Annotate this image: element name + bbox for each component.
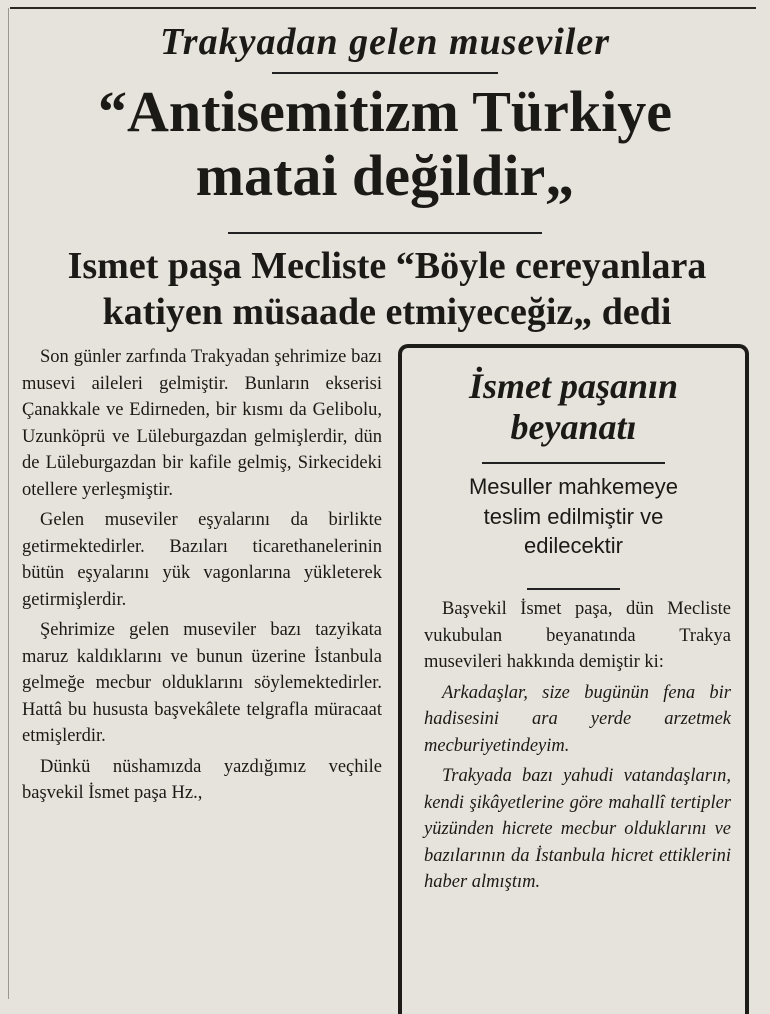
article-subhead	[12, 244, 762, 335]
sidebar-subtitle	[408, 472, 739, 561]
headline-line-2: matai değildir„	[195, 142, 575, 208]
article-kicker: Trakyadan gelen museviler	[160, 21, 610, 63]
article-headline	[40, 80, 730, 208]
sidebar-body	[424, 596, 731, 900]
body-paragraph-1: Son günler zarfında Trakyadan şehrimize bazı musevi aileleri gelmiştir. Bunların ekserisi Çanakkale ve Edirneden, bir kısmı da Gelibolu, Uzunköprü ve Lüleburgazdan gelmişlerdir, dün de Lüleburgazdan bir kafile gelmiş, Sirkecideki otellere yerleşmiştir.	[22, 347, 382, 500]
sidebar-quote-1: Arkadaşlar, size bugünün fena bir hadisesini ara yerde arzetmek mecburiyetindeyim.	[424, 682, 731, 756]
subhead-line-2: katiyen müsaade etmiyeceğiz„ dedi	[102, 290, 672, 333]
sidebar-subtitle-line-1: Mesuller mahkemeye	[468, 474, 679, 499]
headline-line-1: “Antisemitizm Türkiye	[97, 79, 673, 144]
page-top-rule	[10, 7, 756, 9]
body-paragraph-4: Dünkü nüshamızda yazdığımız veçhile başvekil İsmet paşa Hz.,	[22, 756, 382, 803]
sidebar-title	[402, 366, 745, 449]
column-left-rule	[8, 8, 9, 999]
sidebar-box	[398, 344, 749, 1014]
body-paragraph-3: Şehrimize gelen museviler bazı tazyikata maruz kaldıklarını ve bunun üzerine İstanbula gelmeğe mecbur olduklarını söylemektedirler. Hattâ bu hususta başvekâlete telgrafla müracaat etmişlerdir.	[22, 620, 382, 746]
kicker-rule	[272, 72, 498, 74]
sidebar-title-line-1: İsmet paşanın	[468, 366, 679, 406]
sidebar-subtitle-line-3: edilecektir	[523, 533, 624, 559]
sidebar-quote-2: Trakyada bazı yahudi vatandaşların, kendi şikâyetlerine göre mahallî tertipler yüzünden hicrete mecbur olduklarını ve bazılarının da İstanbula hicret ettiklerini haber almıştım.	[424, 766, 731, 892]
headline-rule	[228, 232, 542, 234]
sidebar-title-line-2: beyanatı	[510, 407, 637, 448]
subhead-line-1: Ismet paşa Mecliste “Böyle cereyanlara	[67, 245, 707, 287]
article-body	[22, 344, 382, 811]
sidebar-subtitle-line-2: teslim edilmiştir ve	[483, 503, 664, 529]
sidebar-title-rule	[482, 462, 665, 464]
sidebar-subtitle-rule	[527, 588, 620, 590]
body-paragraph-2: Gelen museviler eşyalarını da birlikte getirmektedirler. Bazıları ticarethanelerinin bütün eşyalarını yük vagonlarına yükleterek getirmişlerdir.	[22, 510, 382, 610]
sidebar-paragraph-1: Başvekil İsmet paşa, dün Mecliste vukubulan beyanatında Trakya musevileri hakkında demiştir ki:	[424, 599, 731, 672]
